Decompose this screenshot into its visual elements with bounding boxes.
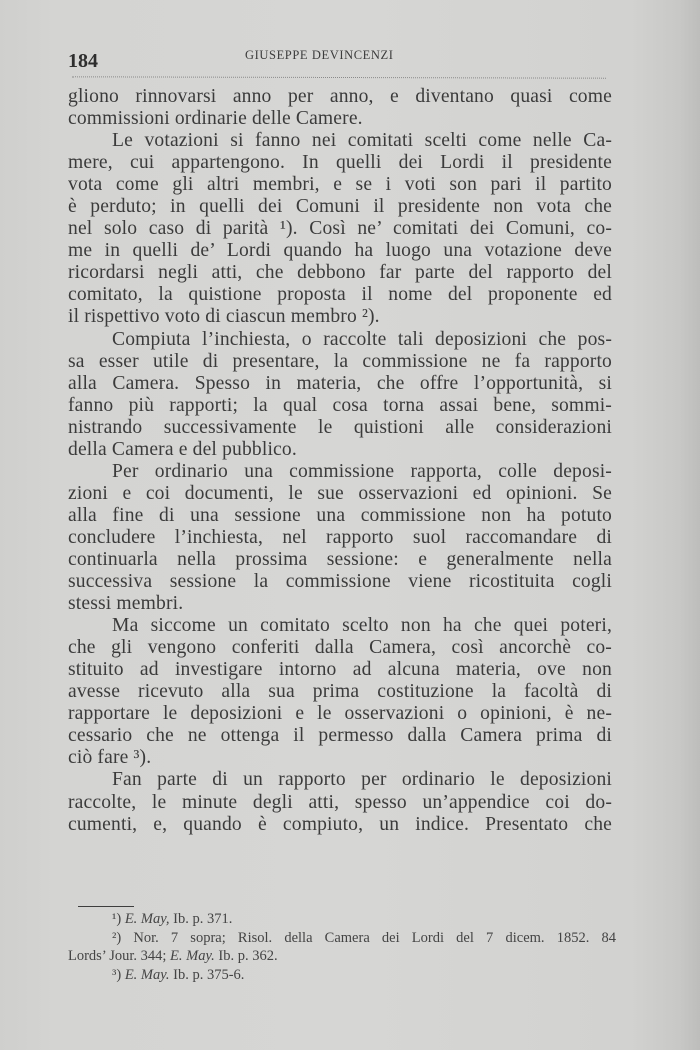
running-title: GIUSEPPE DEVINCENZI <box>245 48 394 62</box>
text-line: rapportare le deposizioni e le osservazioni o opinioni, è ne- <box>68 703 612 725</box>
text-line: ricordarsi negli atti, che debbono far parte del rapporto del <box>68 262 612 284</box>
footnote-marker: ¹) <box>112 911 122 927</box>
text-line: commissioni ordinarie delle Camere. <box>68 108 363 130</box>
footnote-marker: ²) <box>112 929 122 946</box>
footnote-citation-author: E. May. <box>124 966 170 983</box>
footnote-text: Nor. 7 sopra; Risol. della Camera dei Lordi del 7 dicem. 1852. 84 <box>121 929 616 946</box>
text-line: cessario che ne ottenga il permesso dalla Camera prima di <box>68 725 612 747</box>
footnote-text: Ib. p. 375-6. <box>169 966 245 983</box>
text-line: della Camera e del pubblico. <box>68 438 297 460</box>
text-line: alla fine di una sessione una commissione non ha potuto <box>68 504 612 526</box>
text-line: gliono rinnovarsi anno per anno, e diventano quasi come <box>68 86 612 107</box>
text-line: il rispettivo voto di ciascun membro ²). <box>68 306 380 328</box>
text-line: Fan parte di un rapporto per ordinario le deposizioni <box>112 769 612 791</box>
text-line: mere, cui appartengono. In quelli dei Lordi il presidente <box>68 152 612 174</box>
text-line: Ma siccome un comitato scelto non ha che quei poteri, <box>112 615 612 637</box>
footnote-citation-author: E. May. <box>170 948 215 964</box>
body-text <box>68 86 612 836</box>
footnote-line <box>68 910 616 929</box>
footnotes <box>68 910 616 984</box>
running-head <box>68 48 608 74</box>
text-line: vota come gli altri membri, e se i voti son pari il partito <box>68 174 612 196</box>
text-line: me in quelli de’ Lordi quando ha luogo una votazione deve <box>68 240 612 262</box>
footnote-text: Ib. p. 362. <box>214 948 278 964</box>
text-line: sa esser utile di presentare, la commissione ne fa rapporto <box>68 350 612 372</box>
footnote-text: Lords’ Jour. 344; <box>68 948 171 964</box>
text-line: Compiuta l’inchiesta, o raccolte tali deposizioni che pos- <box>112 328 612 350</box>
text-line: comitato, la quistione proposta il nome del proponente ed <box>68 284 612 306</box>
text-line: stituito ad investigare intorno ad alcuna materia, ove non <box>68 659 612 681</box>
text-line: cumenti, e, quando è compiuto, un indice. Presentato che <box>68 813 612 835</box>
text-line: raccolte, le minute degli atti, spesso un’appendice coi do- <box>68 791 612 813</box>
text-line: avesse ricevuto alla sua prima costituzione la facoltà di <box>68 681 612 703</box>
text-line: continuarla nella prossima sessione: e generalmente nella <box>68 548 612 570</box>
footnote-line <box>68 947 616 966</box>
footnote-line <box>68 966 616 985</box>
footnote-marker: ³) <box>112 966 122 983</box>
text-line: che gli vengono conferiti dalla Camera, così ancorchè co- <box>68 637 612 659</box>
text-line: Per ordinario una commissione rapporta, colle deposi- <box>112 460 612 482</box>
footnote-rule <box>78 906 134 907</box>
text-line: nel solo caso di parità ¹). Così ne’ comitati dei Comuni, co- <box>68 218 612 240</box>
page-number: 184 <box>68 50 98 72</box>
header-rule <box>72 76 606 78</box>
text-line: Le votazioni si fanno nei comitati scelti come nelle Ca- <box>112 130 612 152</box>
text-line: successiva sessione la commissione viene ricostituita cogli <box>68 571 612 593</box>
footnote-text: Ib. p. 371. <box>169 911 233 927</box>
text-line: zioni e coi documenti, le sue osservazioni ed opinioni. Se <box>68 482 612 504</box>
text-line: ciò fare ³). <box>68 747 152 769</box>
text-line: alla Camera. Spesso in materia, che offre l’opportunità, si <box>68 372 612 394</box>
footnote-citation-author: E. May, <box>124 911 170 927</box>
footnote-line <box>68 929 616 948</box>
text-line: concludere l’inchiesta, nel rapporto suol raccomandare di <box>68 526 612 548</box>
text-line: nistrando successivamente le quistioni alle considerazioni <box>68 416 612 438</box>
text-line: stessi membri. <box>68 593 184 615</box>
text-line: è perduto; in quelli dei Comuni il presidente non vota che <box>68 196 612 218</box>
text-line: fanno più rapporti; la qual cosa torna assai bene, sommi- <box>68 394 612 416</box>
